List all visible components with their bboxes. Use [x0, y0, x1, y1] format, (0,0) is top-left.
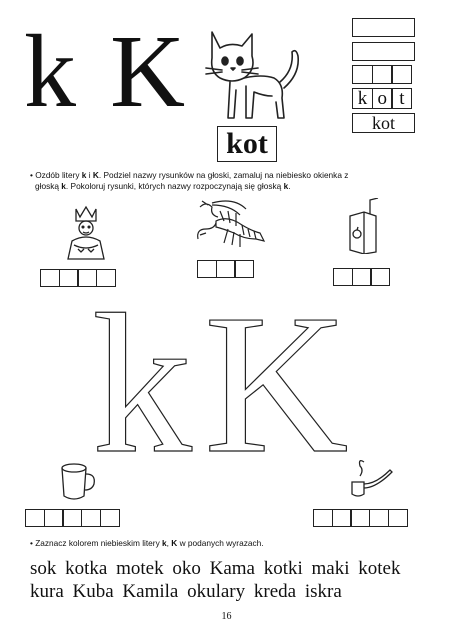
- answer-cells-mug: [25, 509, 119, 527]
- kitten-icon: [200, 26, 300, 124]
- cell: [352, 65, 373, 84]
- answer-cells-juice: [333, 268, 389, 286]
- instruction-1: • Ozdób litery k i K. Podziel nazwy rysunków na głoski, zamaluj na niebiesko okienka z głoską k. Pokoloruj rysunki, których nazwy rozpoczynają się głoską k.: [30, 170, 349, 191]
- outline-letters: [92, 296, 382, 466]
- word-line-1: sok kotka motek oko Kama kotki maki kotek: [30, 558, 401, 579]
- writing-box: [352, 42, 415, 61]
- letter-cell-t: t: [391, 88, 412, 109]
- kot-small-box: kot: [352, 113, 415, 133]
- answer-cells-pipe: [313, 509, 407, 527]
- writing-box: [352, 18, 415, 37]
- header-lower-k: k: [24, 14, 80, 129]
- header-letters: [24, 14, 190, 129]
- cell: [391, 65, 412, 84]
- kot-word-box: kot: [217, 126, 277, 162]
- mug-icon: [58, 462, 98, 502]
- king-icon: [58, 205, 114, 261]
- word-line-2: kura Kuba Kamila okulary kreda iskra: [30, 581, 342, 602]
- crayfish-icon: [194, 199, 266, 249]
- juice-box-icon: [346, 198, 380, 254]
- header-upper-k: K: [110, 14, 190, 129]
- letter-cells: [352, 88, 411, 109]
- pipe-icon: [346, 458, 394, 500]
- syllable-cells: [352, 65, 411, 84]
- instruction-2: • Zaznacz kolorem niebieskim litery k, K w podanych wyrazach.: [30, 538, 264, 548]
- page-number: 16: [221, 611, 232, 622]
- letter-cell-k: k: [352, 88, 373, 109]
- answer-cells-crayfish: [197, 260, 253, 278]
- letter-cell-o: o: [372, 88, 393, 109]
- outline-lower-k: k: [92, 296, 192, 466]
- answer-cells-king: [40, 269, 115, 287]
- outline-upper-k: K: [204, 296, 349, 466]
- cell: [372, 65, 393, 84]
